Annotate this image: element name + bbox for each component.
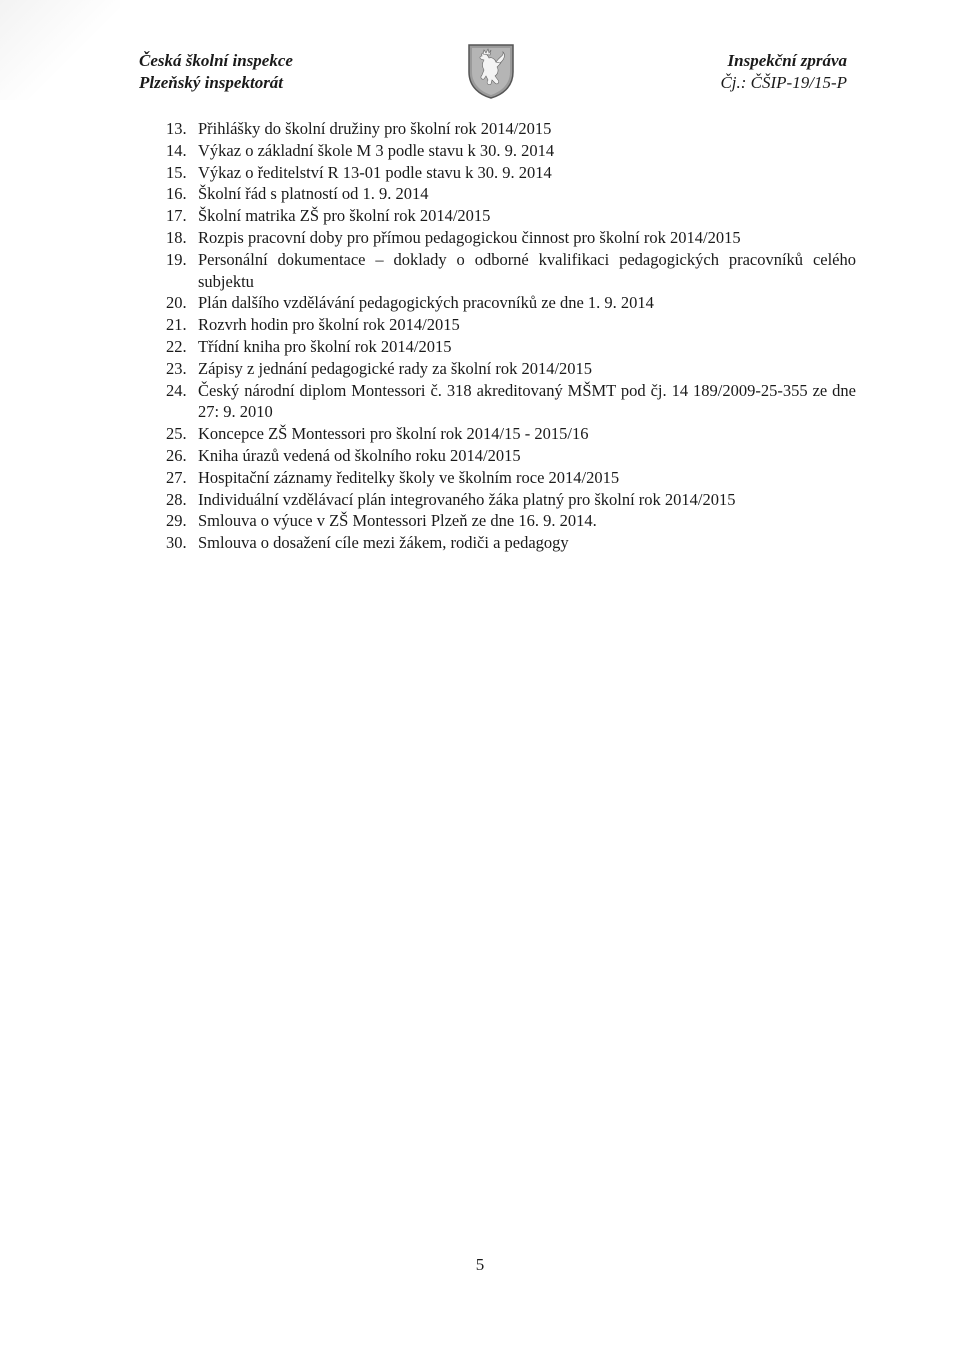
item-number: 18. (166, 227, 187, 247)
item-text: Zápisy z jednání pedagogické rady za školní rok 2014/2015 (198, 358, 593, 378)
item-text: Školní řád s platností od 1. 9. 2014 (198, 184, 429, 204)
item-number: 13. (166, 119, 187, 138)
item-text: Individuální vzdělávací plán integrovaného žáka platný pro školní rok 2014/2015 (198, 489, 736, 509)
list-item (166, 205, 856, 227)
item-number: 20. (166, 293, 187, 313)
list-item (166, 249, 856, 293)
item-number: 22. (166, 336, 187, 356)
item-text: Školní matrika ZŠ pro školní rok 2014/2015 (198, 206, 491, 226)
item-number: 28. (166, 489, 187, 509)
item-text: Personální dokumentace – doklady o odborné kvalifikaci pedagogických pracovníků celého subjektu (198, 249, 856, 291)
item-number: 30. (166, 533, 187, 553)
item-number: 27. (166, 467, 187, 487)
header-organization (139, 50, 293, 94)
item-text: Třídní kniha pro školní rok 2014/2015 (198, 336, 452, 356)
list-item (166, 467, 856, 489)
item-text: Hospitační záznamy ředitelky školy ve školním roce 2014/2015 (198, 467, 620, 487)
list-item (166, 292, 856, 314)
item-text: Přihlášky do školní družiny pro školní rok 2014/2015 (198, 119, 552, 138)
item-text: Koncepce ZŠ Montessori pro školní rok 2014/15 - 2015/16 (198, 424, 589, 444)
org-branch: Plzeňský inspektorát (139, 73, 284, 92)
item-text: Výkaz o ředitelství R 13-01 podle stavu k 30. 9. 2014 (198, 162, 552, 182)
item-number: 26. (166, 445, 187, 465)
item-text: Výkaz o základní škole M 3 podle stavu k 30. 9. 2014 (198, 140, 555, 160)
scan-edge-shadow (0, 0, 120, 100)
doc-reference: Čj.: ČŠIP-19/15-P (720, 73, 847, 92)
item-text: Rozpis pracovní doby pro přímou pedagogickou činnost pro školní rok 2014/2015 (198, 227, 741, 247)
item-number: 23. (166, 358, 187, 378)
list-item (166, 314, 856, 336)
list-item (166, 380, 856, 424)
item-text: Rozvrh hodin pro školní rok 2014/2015 (198, 315, 460, 335)
czech-lion-coat-of-arms-icon (466, 42, 516, 100)
item-number: 19. (166, 249, 187, 269)
list-item (166, 140, 856, 162)
list-item (166, 336, 856, 358)
list-item (166, 118, 856, 140)
item-text: Plán dalšího vzdělávání pedagogických pracovníků ze dne 1. 9. 2014 (198, 293, 654, 313)
list-item (166, 183, 856, 205)
list-item (166, 227, 856, 249)
item-number: 17. (166, 206, 187, 226)
item-text: Kniha úrazů vedená od školního roku 2014/2015 (198, 445, 521, 465)
doc-title: Inspekční zpráva (727, 51, 847, 70)
item-text: Smlouva o dosažení cíle mezi žákem, rodiči a pedagogy (198, 533, 569, 553)
list-item (166, 162, 856, 184)
item-number: 24. (166, 380, 187, 400)
item-text: Český národní diplom Montessori č. 318 akreditovaný MŠMT pod čj. 14 189/2009-25-355 ze dne 27: 9. 2010 (198, 380, 856, 422)
header-document (720, 50, 847, 94)
item-number: 29. (166, 511, 187, 531)
list-item (166, 489, 856, 511)
item-text: Smlouva o výuce v ZŠ Montessori Plzeň ze dne 16. 9. 2014. (198, 511, 597, 531)
list-item (166, 423, 856, 445)
page-number: 5 (475, 1255, 485, 1274)
org-name: Česká školní inspekce (139, 51, 293, 70)
list-item (166, 445, 856, 467)
item-number: 25. (166, 424, 187, 444)
document-list (166, 118, 856, 554)
list-item (166, 532, 856, 554)
item-number: 21. (166, 315, 187, 335)
item-number: 14. (166, 140, 187, 160)
item-number: 16. (166, 184, 187, 204)
list-item (166, 358, 856, 380)
list-item (166, 510, 856, 532)
item-number: 15. (166, 162, 187, 182)
